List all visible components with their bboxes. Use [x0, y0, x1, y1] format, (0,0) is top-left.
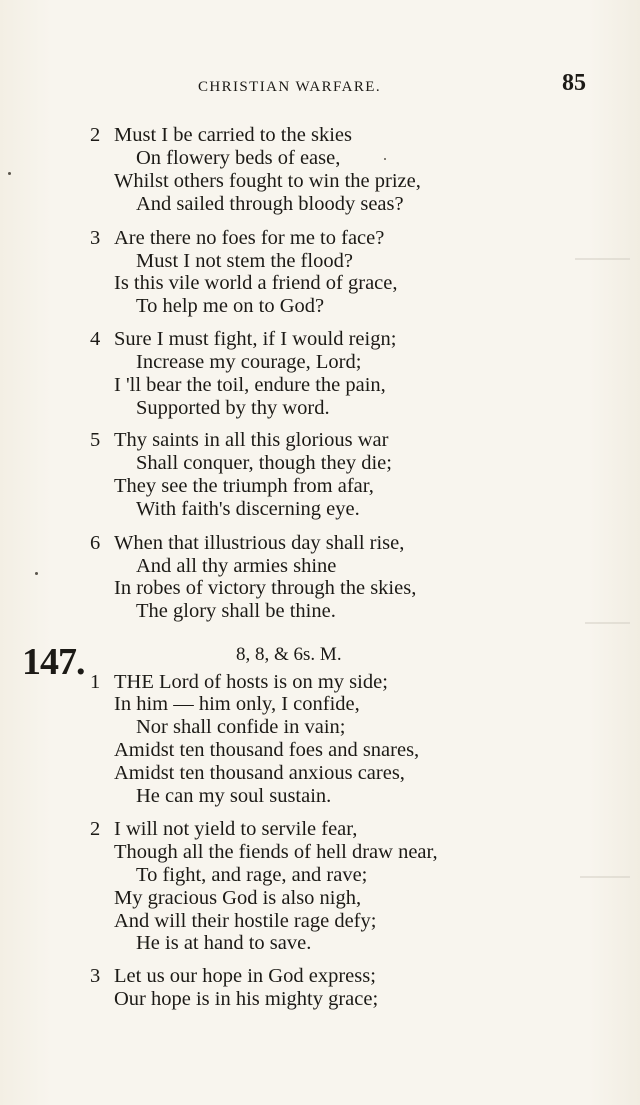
- verse-line: Let us our hope in God express;: [114, 965, 376, 987]
- stanza-number: 5: [90, 429, 101, 451]
- show-through-mark: [585, 600, 630, 624]
- verse-line: And will their hostile rage defy;: [114, 910, 377, 932]
- show-through-mark: [580, 850, 630, 878]
- verse-line: He can my soul sustain.: [136, 785, 332, 807]
- verse-line: He is at hand to save.: [136, 932, 312, 954]
- verse-line: And sailed through bloody seas?: [136, 193, 404, 215]
- verse-line: Thy saints in all this glorious war: [114, 429, 389, 451]
- paper-speck: [384, 158, 386, 160]
- stanza-number: 2: [90, 124, 101, 146]
- paper-speck: [35, 572, 38, 575]
- stanza-number: 3: [90, 965, 101, 987]
- verse-line: In robes of victory through the skies,: [114, 577, 417, 599]
- verse-line: My gracious God is also nigh,: [114, 887, 362, 909]
- verse-line: Amidst ten thousand anxious cares,: [114, 762, 405, 784]
- stanza-number: 6: [90, 532, 101, 554]
- paper-speck: [8, 172, 11, 175]
- page-number: 85: [562, 70, 586, 96]
- show-through-mark: [575, 228, 630, 260]
- hymn-number: 147.: [22, 641, 85, 683]
- verse-line: Amidst ten thousand foes and snares,: [114, 739, 420, 761]
- verse-line: On flowery beds of ease,: [136, 147, 341, 169]
- verse-line: Whilst others fought to win the prize,: [114, 170, 421, 192]
- stanza-number: 2: [90, 818, 101, 840]
- hymn-meter: 8, 8, & 6s. M.: [236, 644, 342, 665]
- stanza-number: 4: [90, 328, 101, 350]
- verse-line: I will not yield to servile fear,: [114, 818, 358, 840]
- verse-line: When that illustrious day shall rise,: [114, 532, 405, 554]
- verse-line: In him — him only, I confide,: [114, 693, 360, 715]
- verse-line: Are there no foes for me to face?: [114, 227, 385, 249]
- verse-line: I 'll bear the toil, endure the pain,: [114, 374, 386, 396]
- stanza-number: 3: [90, 227, 101, 249]
- running-title: CHRISTIAN WARFARE.: [198, 79, 381, 95]
- verse-line: With faith's discerning eye.: [136, 498, 360, 520]
- verse-line: Our hope is in his mighty grace;: [114, 988, 379, 1010]
- verse-line: Must I be carried to the skies: [114, 124, 352, 146]
- verse-line: And all thy armies shine: [136, 555, 337, 577]
- page-header: [0, 70, 640, 104]
- verse-line: To fight, and rage, and rave;: [136, 864, 368, 886]
- verse-line: THE Lord of hosts is on my side;: [114, 671, 388, 693]
- verse-line: Must I not stem the flood?: [136, 250, 353, 272]
- verse-line: Shall conquer, though they die;: [136, 452, 392, 474]
- verse-line: They see the triumph from afar,: [114, 475, 374, 497]
- verse-line: Sure I must fight, if I would reign;: [114, 328, 397, 350]
- verse-line: Increase my courage, Lord;: [136, 351, 362, 373]
- verse-line: Nor shall confide in vain;: [136, 716, 346, 738]
- verse-line: Supported by thy word.: [136, 397, 330, 419]
- verse-line: Is this vile world a friend of grace,: [114, 272, 398, 294]
- verse-line: The glory shall be thine.: [136, 600, 336, 622]
- stanza-number: 1: [90, 671, 101, 693]
- verse-line: To help me on to God?: [136, 295, 325, 317]
- verse-line: Though all the fiends of hell draw near,: [114, 841, 438, 863]
